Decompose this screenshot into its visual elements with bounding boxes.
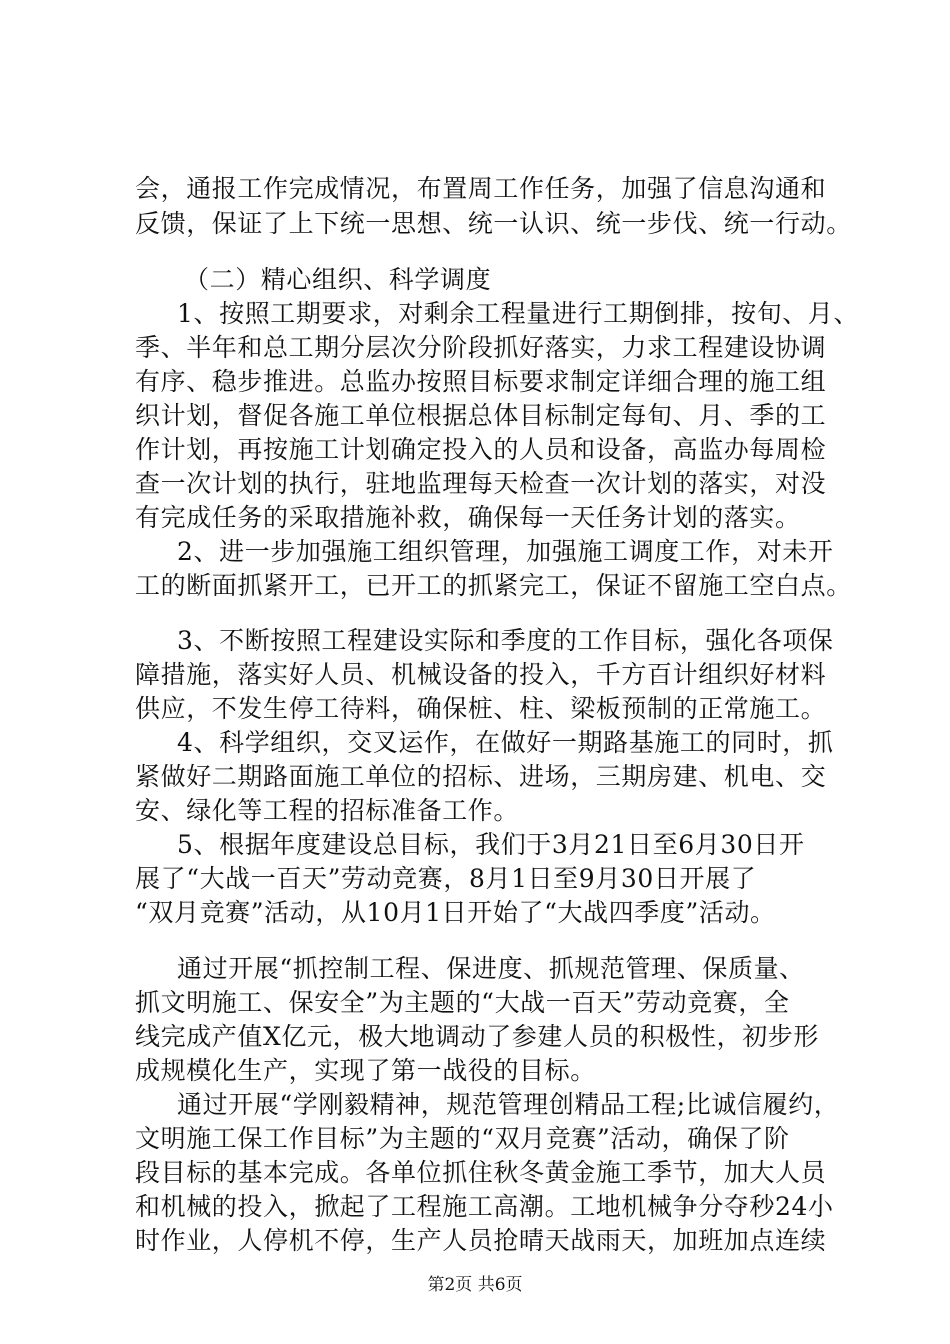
text-line: 安、绿化等工程的招标准备工作。 [135, 796, 520, 825]
text-line: 文明施工保工作目标”为主题的“双月竞赛”活动，确保了阶 [135, 1124, 790, 1153]
text-line: 1、按照工期要求，对剩余工程量进行工期倒排，按旬、月、 [177, 299, 860, 328]
section-heading: （二）精心组织、科学调度 [184, 265, 492, 294]
text-line: 有完成任务的采取措施补救，确保每一天任务计划的落实。 [135, 503, 801, 532]
text-line: 作计划，再按施工计划确定投入的人员和设备，高监办每周检 [135, 435, 827, 464]
text-line: 抓文明施工、保安全”为主题的“大战一百天”劳动竞赛，全 [135, 988, 790, 1017]
text-line: 障措施，落实好人员、机械设备的投入，千方百计组织好材料 [135, 660, 827, 689]
text-line: 展了“大战一百天”劳动竞赛，8月1日至9月30日开展了 [135, 864, 757, 893]
text-line: 2、进一步加强施工组织管理，加强施工调度工作，对未开 [177, 537, 834, 566]
text-line: 5、根据年度建设总目标，我们于3月21日至6月30日开 [177, 830, 805, 859]
text-line: 和机械的投入，掀起了工程施工高潮。工地机械争分夺秒24小 [135, 1192, 834, 1221]
text-line: 织计划，督促各施工单位根据总体目标制定每旬、月、季的工 [135, 401, 827, 430]
text-line: 4、科学组织，交叉运作，在做好一期路基施工的同时，抓 [177, 728, 834, 757]
text-line: 时作业，人停机不停，生产人员抢晴天战雨天，加班加点连续 [135, 1226, 827, 1255]
text-line: 供应，不发生停工待料，确保桩、柱、梁板预制的正常施工。 [135, 694, 827, 723]
text-line: 通过开展“学刚毅精神，规范管理创精品工程;比诚信履约， [177, 1090, 840, 1119]
text-line: 有序、稳步推进。总监办按照目标要求制定详细合理的施工组 [135, 367, 827, 396]
text-line: 紧做好二期路面施工单位的招标、进场，三期房建、机电、交 [135, 762, 827, 791]
text-line: “双月竞赛”活动，从10月1日开始了“大战四季度”活动。 [135, 898, 776, 927]
text-line: 查一次计划的执行，驻地监理每天检查一次计划的落实，对没 [135, 469, 827, 498]
text-line: 季、半年和总工期分层次分阶段抓好落实，力求工程建设协调 [135, 333, 827, 362]
text-line: 反馈，保证了上下统一思想、统一认识、统一步伐、统一行动。 [135, 209, 852, 238]
text-line: 会，通报工作完成情况，布置周工作任务，加强了信息沟通和 [135, 174, 827, 203]
text-line: 工的断面抓紧开工，已开工的抓紧完工，保证不留施工空白点。 [135, 571, 852, 600]
text-line: 通过开展“抓控制工程、保进度、抓规范管理、保质量、 [177, 954, 805, 983]
page-number-footer: 第2页 共6页 [427, 1275, 523, 1295]
text-line: 成规模化生产，实现了第一战役的目标。 [135, 1056, 596, 1085]
text-line: 3、不断按照工程建设实际和季度的工作目标，强化各项保 [177, 626, 834, 655]
text-line: 线完成产值X亿元，极大地调动了参建人员的积极性，初步形 [135, 1022, 819, 1051]
text-line: 段目标的基本完成。各单位抓住秋冬黄金施工季节，加大人员 [135, 1158, 827, 1187]
